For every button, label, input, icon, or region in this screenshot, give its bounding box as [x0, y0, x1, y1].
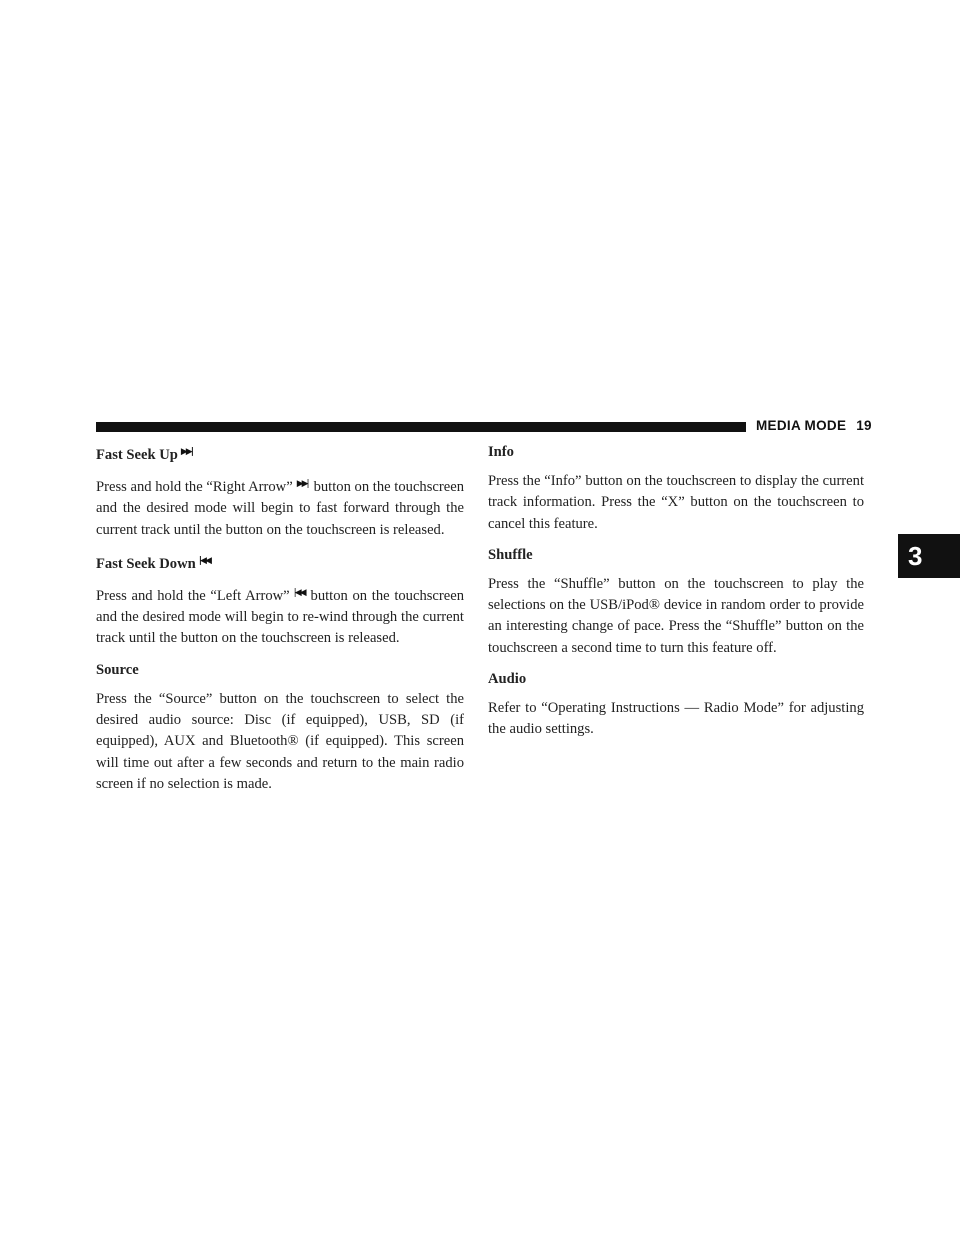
fast-forward-icon: ▶▶|	[296, 479, 308, 489]
rewind-icon: |◀◀	[198, 555, 210, 566]
left-column	[96, 442, 464, 805]
heading-fast-seek-down	[96, 551, 464, 574]
paragraph-text-end: button on the touchscreen and the desired mode will begin to fast forward through the current track until the button on the touchscreen is released.	[96, 479, 464, 538]
rewind-icon: |◀◀	[293, 587, 305, 598]
paragraph-text-start: Press and hold the “Right Arrow”	[96, 479, 293, 495]
paragraph-fast-seek-up	[96, 474, 464, 541]
fast-forward-icon: ▶▶|	[180, 447, 193, 457]
paragraph-fast-seek-down	[96, 583, 464, 650]
heading-source: Source	[96, 661, 139, 678]
heading-audio: Audio	[488, 671, 527, 688]
paragraph-text-start: Press and hold the “Left Arrow”	[96, 587, 290, 604]
paragraph-shuffle: Press the “Shuffle” button on the touchscreen to play the selections on the USB/iPod® device in random order to provide an interesting change of pace. Press the “Shuffle” button on the touchscreen a second time to turn this feature off.	[488, 575, 864, 656]
paragraph-audio: Refer to “Operating Instructions — Radio Mode” for adjusting the audio settings.	[488, 700, 864, 738]
chapter-tab: 3	[898, 534, 960, 578]
header-rule	[96, 422, 746, 432]
right-column	[488, 442, 864, 751]
heading-shuffle: Shuffle	[488, 546, 533, 563]
paragraph-info: Press the “Info” button on the touchscreen to display the current track information. Press the “X” button on the touchscreen to cancel this feature.	[488, 473, 864, 532]
page-number: 19	[856, 418, 872, 433]
heading-fast-seek-up	[96, 442, 464, 465]
running-header	[756, 418, 872, 433]
heading-text: Fast Seek Down	[96, 555, 196, 572]
heading-text: Fast Seek Up	[96, 447, 178, 463]
section-title: MEDIA MODE	[756, 418, 847, 433]
heading-info: Info	[488, 444, 514, 460]
paragraph-text-end: button on the touchscreen and the desired mode will begin to re-wind through the current track until the button on the touchscreen is released.	[96, 587, 465, 647]
paragraph-source: Press the “Source” button on the touchscreen to select the desired audio source: Disc (if equipped), USB, SD (if equipped), AUX and Bluetooth® (if equipped). This screen will time out after a few seconds and return to the main radio screen if no selection is made.	[96, 690, 464, 792]
